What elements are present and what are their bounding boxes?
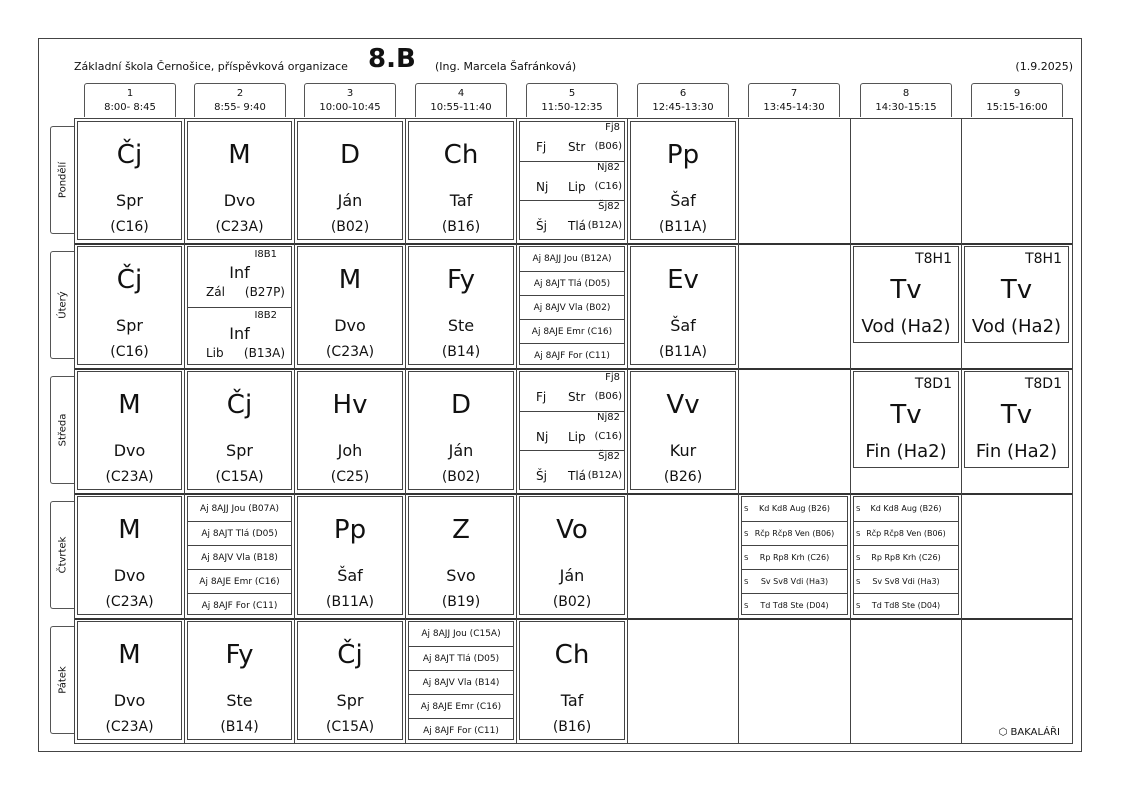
lesson-text: Rčp Rčp8 Ven (B06) bbox=[754, 529, 835, 538]
group-lesson[interactable] bbox=[742, 593, 847, 617]
room: (B02) bbox=[552, 594, 592, 610]
group-lesson[interactable] bbox=[520, 319, 624, 343]
thu-p2[interactable] bbox=[187, 496, 292, 615]
group-lesson[interactable] bbox=[854, 545, 958, 569]
day-tab-3 bbox=[50, 501, 74, 609]
subject: Tv bbox=[890, 275, 922, 305]
subject: M bbox=[338, 265, 362, 295]
period-time: 11:50-12:35 bbox=[541, 102, 603, 113]
day-label: Úterý bbox=[57, 291, 68, 319]
language-group[interactable] bbox=[520, 450, 624, 489]
group-lesson[interactable] bbox=[409, 670, 513, 694]
group-code: I8B2 bbox=[254, 310, 277, 321]
lesson-text: Aj 8AJF For (C11) bbox=[534, 351, 610, 361]
group-lesson[interactable] bbox=[409, 694, 513, 718]
fri-p3[interactable] bbox=[297, 621, 403, 740]
column-separator bbox=[850, 119, 851, 743]
tue-p6[interactable] bbox=[630, 246, 736, 365]
room: (C23A) bbox=[215, 219, 264, 235]
column-separator bbox=[961, 119, 962, 743]
lesson-text: Rp Rp8 Krh (C26) bbox=[871, 553, 941, 562]
period-header-8 bbox=[860, 83, 952, 117]
period-number: 7 bbox=[790, 88, 798, 99]
room: (B02) bbox=[330, 219, 370, 235]
teacher: Zál bbox=[206, 285, 225, 299]
subject: M bbox=[118, 390, 141, 420]
column-separator bbox=[516, 119, 517, 743]
mark: S bbox=[744, 530, 749, 538]
teacher-room: Vod (Ha2) bbox=[861, 316, 951, 337]
mon-p5[interactable] bbox=[519, 121, 625, 240]
room: (B11A) bbox=[659, 344, 707, 360]
subject: Pp bbox=[333, 515, 367, 545]
room: (B26) bbox=[663, 469, 703, 485]
tue-p2[interactable] bbox=[187, 246, 292, 365]
wed-p8[interactable] bbox=[853, 371, 959, 468]
lesson-text: Kd Kd8 Aug (B26) bbox=[870, 504, 942, 513]
mark: S bbox=[744, 602, 749, 610]
logo-text: BAKALÁŘI bbox=[1010, 727, 1060, 738]
period-header-1 bbox=[84, 83, 176, 117]
subject: M bbox=[118, 640, 141, 670]
language-group[interactable] bbox=[520, 372, 624, 411]
room: (B16) bbox=[552, 719, 592, 735]
subject: Fy bbox=[225, 640, 254, 670]
day-label: Pondělí bbox=[57, 161, 68, 199]
language-group[interactable] bbox=[520, 411, 624, 450]
group: T8D1 bbox=[914, 376, 952, 392]
group-lesson[interactable] bbox=[188, 497, 291, 521]
group-lesson[interactable] bbox=[188, 521, 291, 545]
room: (B14) bbox=[441, 344, 481, 360]
subject: Pp bbox=[666, 140, 700, 170]
group-lesson[interactable] bbox=[409, 646, 513, 670]
period-time: 13:45-14:30 bbox=[763, 102, 825, 113]
tue-p4[interactable] bbox=[408, 246, 514, 365]
wed-p9[interactable] bbox=[964, 371, 1069, 468]
subject: M bbox=[228, 140, 251, 170]
subject: Čj bbox=[116, 265, 143, 295]
lesson-text: Aj 8AJJ Jou (B12A) bbox=[532, 254, 612, 264]
day-label: Pátek bbox=[57, 666, 68, 694]
group-code: Fj8 bbox=[605, 372, 620, 383]
lesson-text: Aj 8AJE Emr (C16) bbox=[420, 702, 502, 712]
subject: Hv bbox=[332, 390, 368, 420]
lesson-text: Aj 8AJV Vla (B14) bbox=[422, 678, 500, 688]
school-name: Základní škola Černošice, příspěvková organizace bbox=[74, 60, 348, 73]
lesson-text: Aj 8AJT Tlá (D05) bbox=[422, 654, 500, 664]
period-header-6 bbox=[637, 83, 729, 117]
day-tab-0 bbox=[50, 126, 74, 234]
day-label: Čtvrtek bbox=[57, 536, 68, 574]
mon-p2[interactable] bbox=[187, 121, 292, 240]
subject: Ch bbox=[443, 140, 479, 170]
wed-p1[interactable] bbox=[77, 371, 182, 490]
room: (B11A) bbox=[659, 219, 707, 235]
thu-p5[interactable] bbox=[519, 496, 625, 615]
mark: S bbox=[856, 505, 861, 513]
room: (C23A) bbox=[105, 719, 154, 735]
group: T8D1 bbox=[1024, 376, 1062, 392]
lesson-text: Kd Kd8 Aug (B26) bbox=[759, 504, 830, 513]
wed-p5[interactable] bbox=[519, 371, 625, 490]
room: (B11A) bbox=[326, 594, 374, 610]
teacher: Spr bbox=[226, 441, 253, 460]
column-separator bbox=[738, 119, 739, 743]
group-code: Šj82 bbox=[598, 201, 620, 212]
fri-p2[interactable] bbox=[187, 621, 292, 740]
subject: Čj bbox=[226, 390, 253, 420]
lesson-text: Aj 8AJE Emr (C16) bbox=[531, 327, 613, 337]
subject: Šj bbox=[536, 219, 547, 233]
room: (C16) bbox=[110, 344, 149, 360]
lesson-text: Aj 8AJT Tlá (D05) bbox=[201, 529, 278, 539]
lesson-text: Rp Rp8 Krh (C26) bbox=[759, 553, 830, 562]
subject: Vv bbox=[666, 390, 700, 420]
thu-p4[interactable] bbox=[408, 496, 514, 615]
group-lesson[interactable] bbox=[854, 521, 958, 545]
column-separator bbox=[405, 119, 406, 743]
teacher: Spr bbox=[116, 191, 143, 210]
teacher: Dvo bbox=[113, 441, 146, 460]
group-code: I8B1 bbox=[254, 249, 277, 260]
lesson-text: Aj 8AJE Emr (C16) bbox=[199, 577, 280, 587]
language-group[interactable] bbox=[520, 161, 624, 200]
period-time: 8:55- 9:40 bbox=[214, 102, 266, 113]
period-header-5 bbox=[526, 83, 618, 117]
teacher: Šaf bbox=[670, 191, 696, 210]
group-lesson[interactable] bbox=[188, 593, 291, 617]
teacher: Dvo bbox=[334, 316, 366, 335]
subject: Ev bbox=[667, 265, 699, 295]
group-lesson[interactable] bbox=[520, 295, 624, 319]
subject: Tv bbox=[890, 400, 922, 430]
group-lesson[interactable] bbox=[409, 622, 513, 646]
lesson-text: Aj 8AJV Vla (B18) bbox=[201, 553, 278, 563]
period-number: 8 bbox=[902, 88, 910, 99]
subject: Fy bbox=[447, 265, 475, 295]
group: T8H1 bbox=[1025, 251, 1062, 267]
subject: M bbox=[118, 515, 141, 545]
room: (B27P) bbox=[244, 285, 285, 299]
inf-group[interactable] bbox=[188, 247, 291, 307]
mark: S bbox=[744, 578, 749, 586]
room: (C23A) bbox=[325, 344, 375, 360]
column-separator bbox=[627, 119, 628, 743]
thu-p3[interactable] bbox=[297, 496, 403, 615]
mark: S bbox=[856, 554, 861, 562]
lesson-text: Aj 8AJF For (C11) bbox=[201, 601, 278, 611]
thu-p8[interactable] bbox=[853, 496, 959, 615]
fri-p5[interactable] bbox=[519, 621, 625, 740]
teacher: Spr bbox=[116, 316, 143, 335]
subject: Nj bbox=[536, 180, 549, 194]
group-lesson[interactable] bbox=[188, 569, 291, 593]
period-header-7 bbox=[748, 83, 840, 117]
group-lesson[interactable] bbox=[409, 718, 513, 742]
lesson-text: Aj 8AJF For (C11) bbox=[423, 726, 499, 736]
teacher: Taf bbox=[449, 191, 473, 210]
subject: Tv bbox=[1000, 275, 1033, 305]
lesson-text: Sv Sv8 Vdi (Ha3) bbox=[872, 577, 940, 586]
lesson-text: Aj 8AJT Tlá (D05) bbox=[533, 279, 611, 289]
room: (C16) bbox=[110, 219, 149, 235]
teacher: Ste bbox=[447, 316, 475, 335]
subject: Čj bbox=[337, 640, 363, 670]
class-title: 8.B bbox=[368, 44, 416, 74]
period-time: 10:55-11:40 bbox=[430, 102, 492, 113]
subject: Čj bbox=[116, 140, 143, 170]
period-time: 15:15-16:00 bbox=[986, 102, 1048, 113]
teacher: Dvo bbox=[113, 566, 146, 585]
row-separator bbox=[75, 243, 1072, 245]
column-separator bbox=[294, 119, 295, 743]
day-tab-4 bbox=[50, 626, 74, 734]
teacher: Str bbox=[568, 140, 586, 154]
group-code: Fj8 bbox=[605, 122, 620, 133]
teacher: Ján bbox=[337, 191, 363, 210]
teacher: Kur bbox=[669, 441, 697, 460]
subject: Nj bbox=[536, 430, 549, 444]
period-header-3 bbox=[304, 83, 396, 117]
subject: Fj bbox=[536, 390, 547, 404]
group-lesson[interactable] bbox=[742, 497, 847, 521]
teacher: Tlá bbox=[568, 469, 587, 483]
inf-group[interactable] bbox=[188, 307, 291, 367]
teacher: Lip bbox=[568, 180, 586, 194]
group-code: Nj82 bbox=[597, 162, 620, 173]
mark: S bbox=[856, 602, 861, 610]
language-group[interactable] bbox=[520, 200, 624, 239]
teacher-room: Vod (Ha2) bbox=[971, 316, 1062, 337]
room: (B06) bbox=[594, 391, 622, 402]
subject: Inf bbox=[229, 324, 250, 343]
room: (B12A) bbox=[587, 220, 622, 231]
period-number: 1 bbox=[126, 88, 134, 99]
lesson-text: Aj 8AJJ Jou (C15A) bbox=[421, 629, 501, 639]
tue-p3[interactable] bbox=[297, 246, 403, 365]
lesson-text: Sv Sv8 Vdi (Ha3) bbox=[760, 577, 829, 586]
room: (C15A) bbox=[325, 719, 375, 735]
lesson-text: Td Td8 Ste (D04) bbox=[760, 601, 829, 610]
period-number: 2 bbox=[236, 88, 244, 99]
group-code: Šj82 bbox=[598, 451, 620, 462]
mon-p6[interactable] bbox=[630, 121, 736, 240]
room: (C25) bbox=[330, 469, 370, 485]
room: (C15A) bbox=[215, 469, 264, 485]
wed-p4[interactable] bbox=[408, 371, 514, 490]
room: (B02) bbox=[441, 469, 481, 485]
mon-p4[interactable] bbox=[408, 121, 514, 240]
period-time: 10:00-10:45 bbox=[319, 102, 381, 113]
thu-p7[interactable] bbox=[741, 496, 848, 615]
teacher: Joh bbox=[337, 441, 363, 460]
room: (B06) bbox=[594, 141, 622, 152]
period-number: 3 bbox=[346, 88, 354, 99]
subject: Tv bbox=[1000, 400, 1033, 430]
teacher: Ján bbox=[448, 441, 474, 460]
mark: S bbox=[856, 530, 861, 538]
mark: S bbox=[856, 578, 861, 586]
group-code: Nj82 bbox=[597, 412, 620, 423]
fri-p1[interactable] bbox=[77, 621, 182, 740]
tue-p8[interactable] bbox=[853, 246, 959, 343]
lesson-text: Rčp Rčp8 Ven (B06) bbox=[866, 529, 946, 538]
lesson-text: Aj 8AJV Vla (B02) bbox=[533, 303, 611, 313]
teacher: Spr bbox=[336, 691, 364, 710]
row-separator bbox=[75, 618, 1072, 620]
wed-p6[interactable] bbox=[630, 371, 736, 490]
group-lesson[interactable] bbox=[854, 497, 958, 521]
room: (C16) bbox=[594, 431, 622, 442]
room: (B16) bbox=[441, 219, 481, 235]
wed-p3[interactable] bbox=[297, 371, 403, 490]
subject: Šj bbox=[536, 469, 547, 483]
column-separator bbox=[184, 119, 185, 743]
period-time: 8:00- 8:45 bbox=[104, 102, 156, 113]
teacher: Lip bbox=[568, 430, 586, 444]
row-separator bbox=[75, 368, 1072, 370]
bakalari-logo: ⬡ BAKALÁŘI bbox=[998, 727, 1060, 738]
period-number: 6 bbox=[679, 88, 687, 99]
period-header-4 bbox=[415, 83, 507, 117]
language-group[interactable] bbox=[520, 122, 624, 161]
teacher-room: Fin (Ha2) bbox=[975, 441, 1058, 462]
row-separator bbox=[75, 493, 1072, 495]
group-lesson[interactable] bbox=[520, 271, 624, 295]
group: T8H1 bbox=[915, 251, 952, 267]
lesson-text: Td Td8 Ste (D04) bbox=[871, 601, 941, 610]
subject: Inf bbox=[229, 263, 250, 282]
tue-p1[interactable] bbox=[77, 246, 182, 365]
day-tab-2 bbox=[50, 376, 74, 484]
tue-p5[interactable] bbox=[519, 246, 625, 365]
subject: Vo bbox=[556, 515, 588, 545]
mon-p1[interactable] bbox=[77, 121, 182, 240]
thu-p1[interactable] bbox=[77, 496, 182, 615]
room: (C16) bbox=[594, 181, 622, 192]
group-lesson[interactable] bbox=[520, 247, 624, 271]
period-header-9 bbox=[971, 83, 1063, 117]
group-lesson[interactable] bbox=[854, 593, 958, 617]
teacher: Šaf bbox=[670, 316, 696, 335]
teacher: Str bbox=[568, 390, 586, 404]
period-number: 9 bbox=[1013, 88, 1021, 99]
subject: Fj bbox=[536, 140, 547, 154]
mark: S bbox=[744, 554, 749, 562]
group-lesson[interactable] bbox=[742, 569, 847, 593]
mon-p3[interactable] bbox=[297, 121, 403, 240]
teacher: Ste bbox=[226, 691, 253, 710]
teacher: Dvo bbox=[113, 691, 146, 710]
subject: Ch bbox=[554, 640, 590, 670]
subject: Z bbox=[452, 515, 470, 545]
period-number: 4 bbox=[457, 88, 465, 99]
teacher: Tlá bbox=[568, 219, 587, 233]
timetable-grid bbox=[74, 118, 1073, 744]
teacher: Lib bbox=[206, 346, 224, 360]
room: (C23A) bbox=[105, 469, 154, 485]
mark: S bbox=[744, 505, 749, 513]
valid-date: (1.9.2025) bbox=[1015, 60, 1073, 73]
teacher: Ján bbox=[559, 566, 585, 585]
subject: D bbox=[450, 390, 472, 420]
teacher: Dvo bbox=[223, 191, 256, 210]
period-header-2 bbox=[194, 83, 286, 117]
room: (B19) bbox=[441, 594, 481, 610]
class-teacher: (Ing. Marcela Šafránková) bbox=[435, 60, 577, 73]
room: (B13A) bbox=[243, 346, 285, 360]
room: (B14) bbox=[220, 719, 259, 735]
subject: D bbox=[339, 140, 361, 170]
wed-p2[interactable] bbox=[187, 371, 292, 490]
group-lesson[interactable] bbox=[742, 521, 847, 545]
day-tab-1 bbox=[50, 251, 74, 359]
group-lesson[interactable] bbox=[188, 545, 291, 569]
group-lesson[interactable] bbox=[854, 569, 958, 593]
room: (B12A) bbox=[587, 470, 622, 481]
teacher-room: Fin (Ha2) bbox=[865, 441, 947, 462]
room: (C23A) bbox=[105, 594, 154, 610]
teacher: Svo bbox=[446, 566, 476, 585]
group-lesson[interactable] bbox=[742, 545, 847, 569]
teacher: Taf bbox=[560, 691, 584, 710]
fri-p4[interactable] bbox=[408, 621, 514, 740]
period-time: 14:30-15:15 bbox=[875, 102, 937, 113]
day-label: Středa bbox=[57, 413, 68, 447]
lesson-text: Aj 8AJJ Jou (B07A) bbox=[199, 504, 280, 514]
teacher: Šaf bbox=[337, 566, 363, 585]
period-number: 5 bbox=[568, 88, 576, 99]
tue-p9[interactable] bbox=[964, 246, 1069, 343]
period-time: 12:45-13:30 bbox=[652, 102, 714, 113]
group-lesson[interactable] bbox=[520, 343, 624, 367]
